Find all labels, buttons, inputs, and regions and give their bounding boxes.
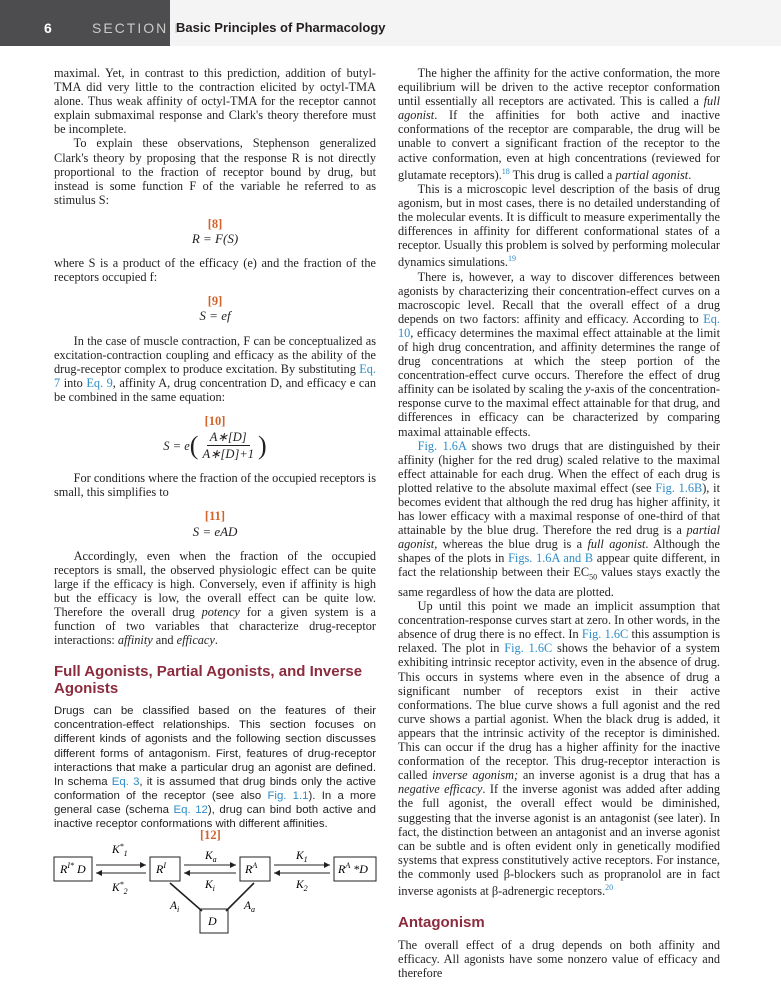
schema-label: $R^{I*}$ D — [60, 861, 86, 876]
rate-constant-label: $K_a$ — [205, 850, 217, 864]
rate-constant-label: $K_1$ — [296, 850, 308, 864]
fraction — [199, 430, 257, 461]
rate-constant-label: $K_i$ — [205, 879, 215, 893]
paragraph: where S is a product of the efficacy (e) and the fraction of the receptors occupied f: — [54, 256, 376, 285]
arrowhead — [274, 870, 280, 876]
paragraph: For conditions where the fraction of the occupied receptors is small, this simplifies to — [54, 471, 376, 500]
figs-1-6ab-link[interactable]: Figs. 1.6A and B — [508, 551, 594, 566]
rate-constant-label: $K_2$ — [296, 879, 308, 893]
fig-1-6a-link[interactable]: Fig. 1.6A — [417, 438, 467, 453]
section-heading: Antagonism — [398, 914, 485, 932]
paragraph: There is, however, a way to discover differences between agonists by characterizing their concentration-effect curves on a macroscopic level. Recall that the overall effect of a drug depends on two factors: affinity and efficacy. According to Eq. 10, efficacy determines the maximal effect attainable at the limit of high drug concentration, and affinity determines the range of drug concentrations at which the steep portion of the concentration-effect curve occurs. Therefore the effect of drug affinity can be isolated by scaling the y-axis of the concentration-response curve to the maximal effect attainable for that drug, and differences in efficacy can be characterized by comparing maximal attainable effects. — [398, 269, 721, 439]
fig-1-6c-link[interactable]: Fig. 1.6C — [581, 627, 629, 642]
equation-number: [10] — [204, 413, 226, 428]
schema-label: $R^A$ — [245, 861, 258, 876]
eq-7-link[interactable]: Eq. 7 — [54, 361, 376, 390]
section-label: SECTION I — [92, 20, 181, 36]
equation-11: S = eAD — [192, 523, 238, 539]
equation-number: [12] — [200, 828, 221, 842]
equation-number: [11] — [204, 509, 226, 524]
left-column — [54, 66, 376, 831]
denominator: A∗[D]+1 — [202, 447, 255, 462]
eq-9-link[interactable]: Eq. 9 — [86, 375, 113, 390]
rate-constant-label: $K^*_1$ — [112, 842, 128, 858]
rate-constant-label: $A_i$ — [170, 900, 180, 914]
paragraph: The higher the affinity for the active conformation, the more equilibrium will be driven to the active receptor conformation until essentially all receptors are activated. This is called a full agonist. If the affinities for both active and inactive conformations of the receptor are comparable, the drug will be unable to convert a significant fraction of the receptor to the active conformation, even at high concentrations (reviewed for glutamate receptors).$^{18}$ This drug is called a partial agonist. — [398, 66, 720, 182]
equation-9: S = ef — [199, 308, 231, 324]
equation-8: R = F(S) — [191, 231, 239, 247]
rate-constant-label: $A_a$ — [244, 900, 256, 914]
right-paren: ) — [258, 430, 267, 460]
schema-label: $R^I$ — [156, 861, 167, 876]
eq-12-link[interactable]: Eq. 12 — [173, 803, 208, 816]
fig-1-6c-link[interactable]: Fig. 1.6C — [504, 641, 553, 656]
chapter-title: Basic Principles of Pharmacology — [176, 20, 386, 35]
reference-18[interactable]: 18 — [501, 166, 510, 176]
paragraph: Up until this point we made an implicit assumption that concentration-response curves start at zero. In other words, in the absence of drug there is no effect. In Fig. 1.6C this assumption is relaxed. The plot in Fig. 1.6C shows the behavior of a system exhibiting intrinsic receptor activity, even in the absence of drug. This occurs in systems where even in the absence of drug a significant number of receptors exist in their active conformations. The blue curve shows a full agonist and the red curve shows a partial agonist. When the black drug is added, it appears that the intrinsic activity of the receptor is diminished. This can occur if the drug has a higher affinity for the inactive conformation of the receptor. This drug-receptor interaction is called inverse agonism; an inverse agonist is a drug that has a negative efficacy. If the inverse agonist was added after adding the full agonist, the overall effect would be diminished, suggesting that the inverse agonist is an antagonist (see later). In fact, the distinction between an antagonist and an inverse agonist can be subtle and is often evident only in genetically modified systems that express constitutively active receptors. For instance, the commonly used β-blockers such as propranolol are in fact inverse agonists at β-adrenergic receptors.$^{20}$ — [398, 599, 720, 899]
arrowhead — [324, 862, 330, 868]
running-header — [0, 0, 781, 46]
equation-lhs: S = e — [163, 438, 190, 453]
paragraph: Fig. 1.6A shows two drugs that are distinguished by their affinity (higher for the red drug) scaled relative to the maximal effect attainable for each drug. When the effect of each drug is plotted relative to the absolute maximal effect (see Fig. 1.6B), it becomes evident that although the red drug has higher affinity, it has lower efficacy with a maximal response of one-third of that attainable by the blue drug. Therefore the red drug is a partial agonist, whereas the blue drug is a full agonist. Although the shapes of the plots in Figs. 1.6A and B appear quite different, in fact the relationship between their $EC_{50}$ values stays exactly the same regardless of how the data are plotted. — [398, 438, 721, 600]
reference-20[interactable]: 20 — [605, 882, 614, 892]
numerator: A∗[D] — [207, 430, 250, 446]
arrowhead — [140, 862, 146, 868]
paragraph: This is a microscopic level description of the basis of drug agonism, but in most cases, there is no detailed understanding of the molecular events. It is difficult to measure experimentally the differences in affinity for different conformational states of a receptor. Usually this problem is solved by performing molecular dynamics simulations.$^{19}$ — [398, 181, 720, 270]
section-heading: Full Agonists, Partial Agonists, and Inverse Agonists — [54, 663, 363, 698]
paragraph: maximal. Yet, in contrast to this prediction, addition of butyl-TMA did very little to the contraction elicited by octyl-TMA alone. Thus weak affinity of octyl-TMA for the receptor cannot explain submaximal response and Clark's theory therefore must be incomplete. — [54, 66, 376, 137]
eq-3-link[interactable]: Eq. 3 — [111, 775, 140, 788]
arrowhead — [230, 862, 236, 868]
page-number: 6 — [44, 20, 52, 36]
fig-1-1-link[interactable]: Fig. 1.1 — [267, 789, 309, 802]
reference-19[interactable]: 19 — [507, 254, 516, 264]
arrowhead — [96, 870, 102, 876]
schema-label: D — [208, 914, 217, 928]
fig-1-6b-link[interactable]: Fig. 1.6B — [655, 480, 703, 495]
paragraph: Drugs can be classified based on the features of their concentration-effect relationships. This section focuses on different kinds of agonists and the following section discusses different forms of antagonism. First, features of drug-receptor interactions that make a particular drug an agonist are defined. In schema Eq. 3, it is assumed that drug binds only the active conformation of the receptor (see also Fig. 1.1). In a more general case (schema Eq. 12), drug can bind both active and inactive receptor conformations with different affinities. — [54, 705, 376, 831]
receptor-schema-diagram — [52, 842, 384, 935]
paragraph: Accordingly, even when the fraction of the occupied receptors is small, the observed physiologic effect can be quite large if the efficacy is high. Conversely, even if affinity is high but the efficacy is low, the overall effect can be quite low. Therefore the overall drug potency for a given system is a function of two variables that characterize drug-receptor interactions: affinity and efficacy. — [54, 548, 376, 648]
equation-number: [9] — [207, 294, 223, 309]
schema-label: $R^A$ *D — [338, 861, 368, 876]
paragraph: To explain these observations, Stephenson generalized Clark's theory by proposing that the response R is not directly proportional to the fraction of receptor bound by drug, but instead is some function F of the variable he referred to as stimulus S: — [54, 136, 376, 207]
paragraph: The overall effect of a drug depends on both affinity and efficacy. All agonists have some nonzero value of efficacy and therefore — [398, 938, 720, 981]
equation-number: [8] — [207, 216, 223, 231]
eq-10-link[interactable]: Eq. 10 — [398, 311, 720, 340]
paragraph: In the case of muscle contraction, F can be conceptualized as excitation-contraction coupling and efficacy as the ability of the drug-receptor complex to produce excitation. By substituting Eq. 7 into Eq. 9, affinity A, drug concentration D, and efficacy e can be combined in the same equation: — [54, 333, 376, 404]
arrowhead — [184, 870, 190, 876]
right-column — [398, 66, 720, 980]
left-paren: ( — [189, 430, 199, 460]
equation-10 — [54, 430, 376, 461]
rate-constant-label: $K^*_2$ — [112, 880, 128, 896]
